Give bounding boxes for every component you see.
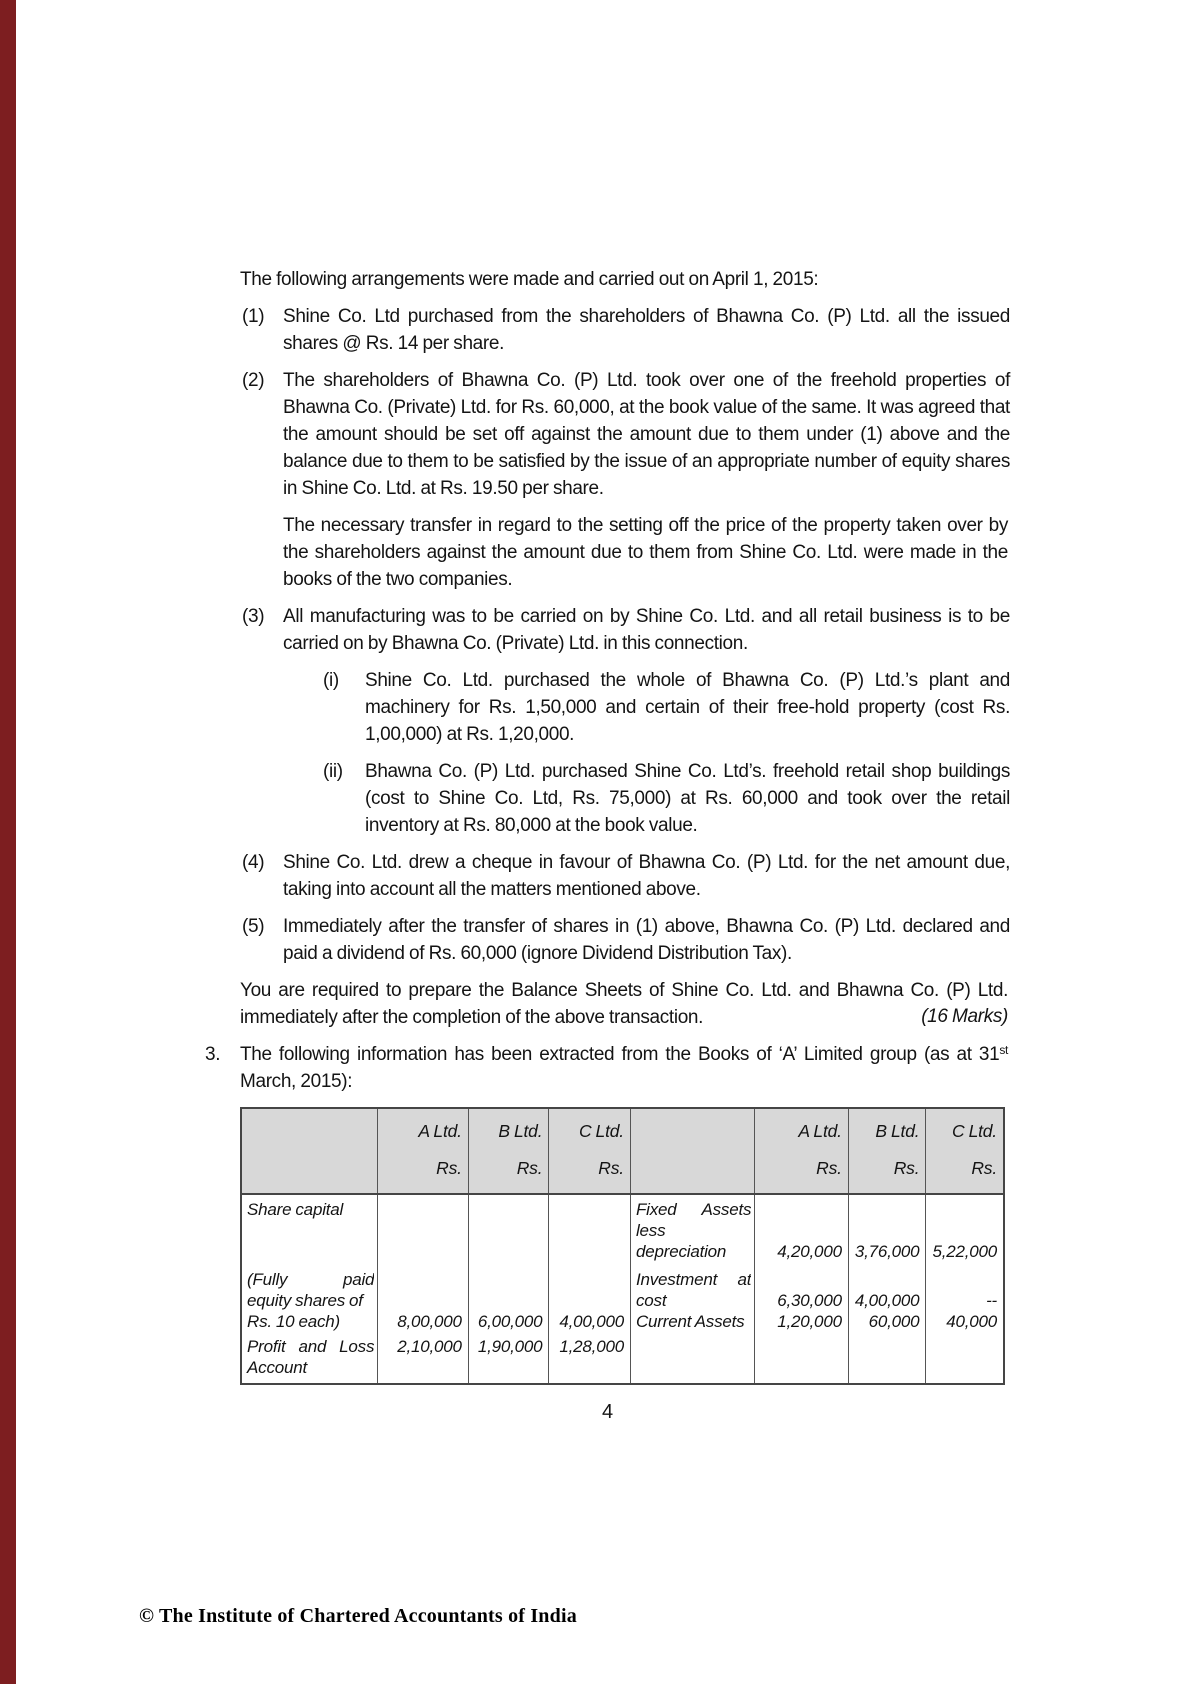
list-item-text: Shine Co. Ltd. drew a cheque in favour of Bhawna Co. (P) Ltd. for the net amount due, taking into account all the matters mentioned above. <box>283 852 1010 900</box>
marks-label: (16 Marks) <box>921 1006 1008 1027</box>
column-unit: Rs. <box>436 1158 462 1178</box>
column-title: B Ltd. <box>875 1121 920 1141</box>
column-unit: Rs. <box>598 1158 624 1178</box>
ordinal-superscript: st <box>999 1043 1008 1057</box>
list-item-5 <box>242 913 1010 967</box>
table-cell: 60,000 <box>868 1312 920 1331</box>
column-unit: Rs. <box>516 1158 543 1178</box>
table-cell: 5,22,000 <box>932 1242 998 1261</box>
column-title: C Ltd. <box>951 1121 997 1141</box>
table-body-column <box>468 1195 549 1383</box>
question-number: 3. <box>205 1044 221 1065</box>
table-cell: 1,20,000 <box>777 1312 842 1331</box>
list-item-text: Shine Co. Ltd purchased from the shareholders of Bhawna Co. (P) Ltd. all the issued shares @ Rs. 14 per share. <box>283 306 1010 354</box>
table-body-column <box>548 1195 630 1383</box>
page-number: 4 <box>601 1401 614 1423</box>
list-item-3 <box>242 603 1010 657</box>
table-cell: Current Assets <box>635 1312 745 1331</box>
question-3 <box>205 1041 1010 1095</box>
balances-table <box>240 1107 1005 1385</box>
note-paragraph: The necessary transfer in regard to the setting off the price of the property taken over by the shareholders against the amount due to them from Shine Co. Ltd. were made in the books of the two companies. <box>283 515 1008 590</box>
table-cell: less <box>635 1221 666 1240</box>
table-body-column <box>630 1195 754 1383</box>
table-header-cell <box>377 1109 468 1193</box>
table-cell: depreciation <box>635 1242 727 1261</box>
list-item-number: (3) <box>242 606 265 627</box>
table-cell: 4,00,000 <box>854 1291 920 1310</box>
question-text <box>240 1041 1008 1095</box>
table-header-cell <box>468 1109 549 1193</box>
table-cell: Investment at <box>635 1270 752 1289</box>
list-item-number: (5) <box>242 916 265 937</box>
table-cell: 1,90,000 <box>477 1337 543 1356</box>
table-cell: -- <box>986 1291 998 1310</box>
question-text-part: The following information has been extracted from the Books of ‘A’ Limited group (as at 31 <box>240 1044 1000 1065</box>
table-body-column <box>848 1195 926 1383</box>
sub-item-text: Bhawna Co. (P) Ltd. purchased Shine Co. Ltd’s. freehold retail shop buildings (cost to Shine Co. Ltd, Rs. 75,000) at Rs. 60,000 and took over the retail inventory at Rs. 80,000 at the book value. <box>365 761 1010 836</box>
column-title: A Ltd. <box>418 1121 462 1141</box>
sub-item-ii <box>323 758 1010 839</box>
list-item-2 <box>242 367 1010 502</box>
list-item-number: (4) <box>242 852 265 873</box>
table-cell: Profit and Loss <box>247 1337 375 1356</box>
sub-item-text: Shine Co. Ltd. purchased the whole of Bhawna Co. (P) Ltd.’s plant and machinery for Rs. 1,50,000 and certain of their free-hold property (cost Rs. 1,00,000) at Rs. 1,20,000. <box>365 670 1010 745</box>
intro-paragraph: The following arrangements were made and carried out on April 1, 2015: <box>240 269 819 290</box>
column-unit: Rs. <box>816 1158 842 1178</box>
table-cell: 4,00,000 <box>559 1312 624 1331</box>
list-item-4 <box>242 849 1010 903</box>
table-cell: Account <box>247 1358 308 1377</box>
table-header-row <box>242 1109 1003 1195</box>
table-cell: Rs. 10 each) <box>247 1312 340 1331</box>
list-item-text: The shareholders of Bhawna Co. (P) Ltd. took over one of the freehold properties of Bhawna Co. (Private) Ltd. for Rs. 60,000, at the book value of the same. It was agreed that the amount should be set off against the amount due to them under (1) above and the balance due to them to be satisfied by the issue of an appropriate number of equity shares in Shine Co. Ltd. at Rs. 19.50 per share. <box>283 370 1010 499</box>
table-cell: 1,28,000 <box>559 1337 624 1356</box>
table-body-column <box>242 1195 377 1383</box>
table-cell: (Fully paid <box>247 1270 375 1289</box>
column-title: B Ltd. <box>498 1121 543 1141</box>
table-cell: equity shares of <box>247 1291 363 1310</box>
table-cell: cost <box>635 1291 667 1310</box>
copyright-footer: © The Institute of Chartered Accountants of India <box>139 1605 577 1627</box>
table-body <box>242 1195 1003 1383</box>
sub-item-number: (i) <box>323 670 339 691</box>
table-cell: Share capital <box>247 1200 344 1219</box>
list-item-text: All manufacturing was to be carried on by Shine Co. Ltd. and all retail business is to be carried on by Bhawna Co. (Private) Ltd. in this connection. <box>283 606 1010 654</box>
binding-edge-bar <box>0 0 16 1684</box>
table-cell: 4,20,000 <box>777 1242 842 1261</box>
column-unit: Rs. <box>971 1158 997 1178</box>
table-cell: 2,10,000 <box>397 1337 462 1356</box>
table-header-cell <box>925 1109 1003 1193</box>
list-item-number: (1) <box>242 306 265 327</box>
table-cell: 8,00,000 <box>397 1312 462 1331</box>
table-cell: 6,00,000 <box>477 1312 543 1331</box>
table-header-cell <box>242 1109 377 1193</box>
sub-item-number: (ii) <box>323 761 343 782</box>
sub-item-i <box>323 667 1010 748</box>
table-header-cell <box>848 1109 926 1193</box>
table-body-column <box>925 1195 1003 1383</box>
table-header-cell <box>754 1109 848 1193</box>
requirement-text: You are required to prepare the Balance Sheets of Shine Co. Ltd. and Bhawna Co. (P) Ltd. immediately after the completion of the above transaction. <box>240 980 1008 1028</box>
question-text-part: March, 2015): <box>240 1071 353 1092</box>
table-cell: 40,000 <box>946 1312 998 1331</box>
column-title: A Ltd. <box>798 1121 842 1141</box>
question-content <box>205 266 1010 1426</box>
table-cell: Fixed Assets <box>635 1200 752 1219</box>
table-cell: 6,30,000 <box>777 1291 842 1310</box>
column-title: C Ltd. <box>578 1121 624 1141</box>
table-body-column <box>377 1195 468 1383</box>
column-unit: Rs. <box>893 1158 920 1178</box>
table-header-cell <box>630 1109 754 1193</box>
list-item-1 <box>242 303 1010 357</box>
table-header-cell <box>548 1109 630 1193</box>
requirement-paragraph <box>240 977 1008 1031</box>
list-item-text: Immediately after the transfer of shares in (1) above, Bhawna Co. (P) Ltd. declared and paid a dividend of Rs. 60,000 (ignore Dividend Distribution Tax). <box>283 916 1010 964</box>
table-body-column <box>754 1195 848 1383</box>
list-item-number: (2) <box>242 370 265 391</box>
table-cell: 3,76,000 <box>854 1242 920 1261</box>
